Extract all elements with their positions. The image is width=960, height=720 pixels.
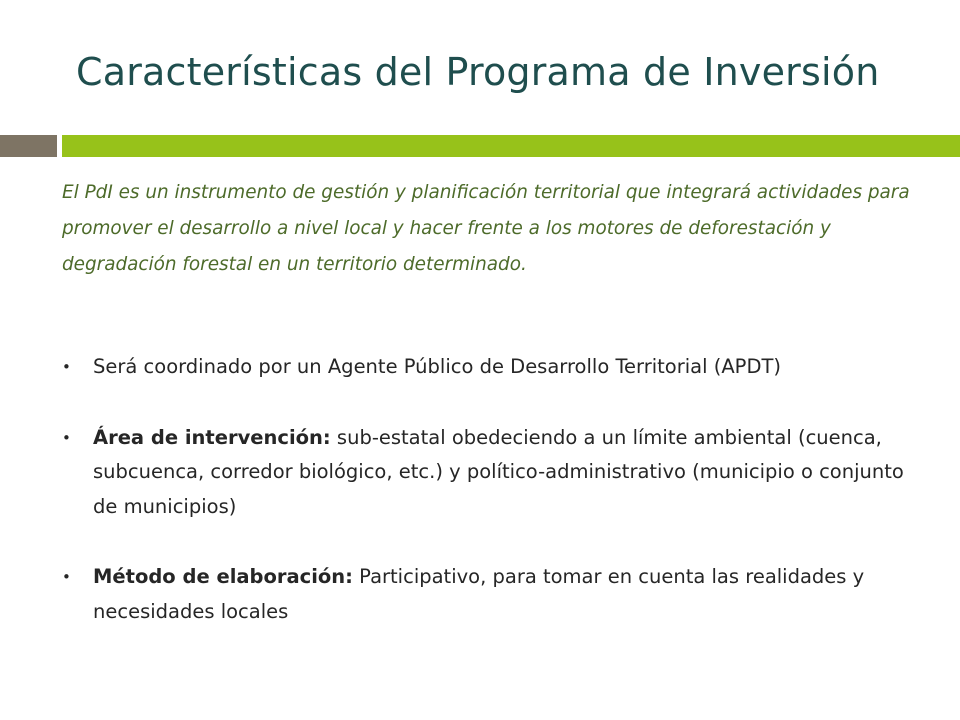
bullet-dot-icon: • xyxy=(62,358,71,376)
bullet-coordinator xyxy=(62,350,922,385)
bullet-method xyxy=(62,560,922,629)
bullet-dot-icon: • xyxy=(62,428,71,447)
bullet-text: sub-estatal obedeciendo a un límite ambiental (cuenca, subcuenca, corredor biológico, etc.) y político-administrativo (municipio o conjunto de municipios) xyxy=(93,425,904,518)
bullet-dot-icon: • xyxy=(62,568,71,586)
header-bar-left xyxy=(0,135,57,157)
bullet-list xyxy=(62,350,922,629)
bullet-text: Participativo, para tomar en cuenta las realidades y necesidades locales xyxy=(93,565,865,623)
bullet-lead: Método de elaboración: xyxy=(93,565,353,588)
header-bar-right xyxy=(62,135,960,157)
bullet-text: Será coordinado por un Agente Público de Desarrollo Territorial (APDT) xyxy=(93,355,781,378)
intro-paragraph: El PdI es un instrumento de gestión y planificación territorial que integrará actividades para promover el desarrollo a nivel local y hacer frente a los motores de deforestación y degradación forestal en un territorio determinado. xyxy=(62,182,910,275)
bullet-lead: Área de intervención: xyxy=(93,425,331,449)
bullet-intervention-area xyxy=(62,421,922,525)
slide-title: Características del Programa de Inversión xyxy=(76,50,880,94)
